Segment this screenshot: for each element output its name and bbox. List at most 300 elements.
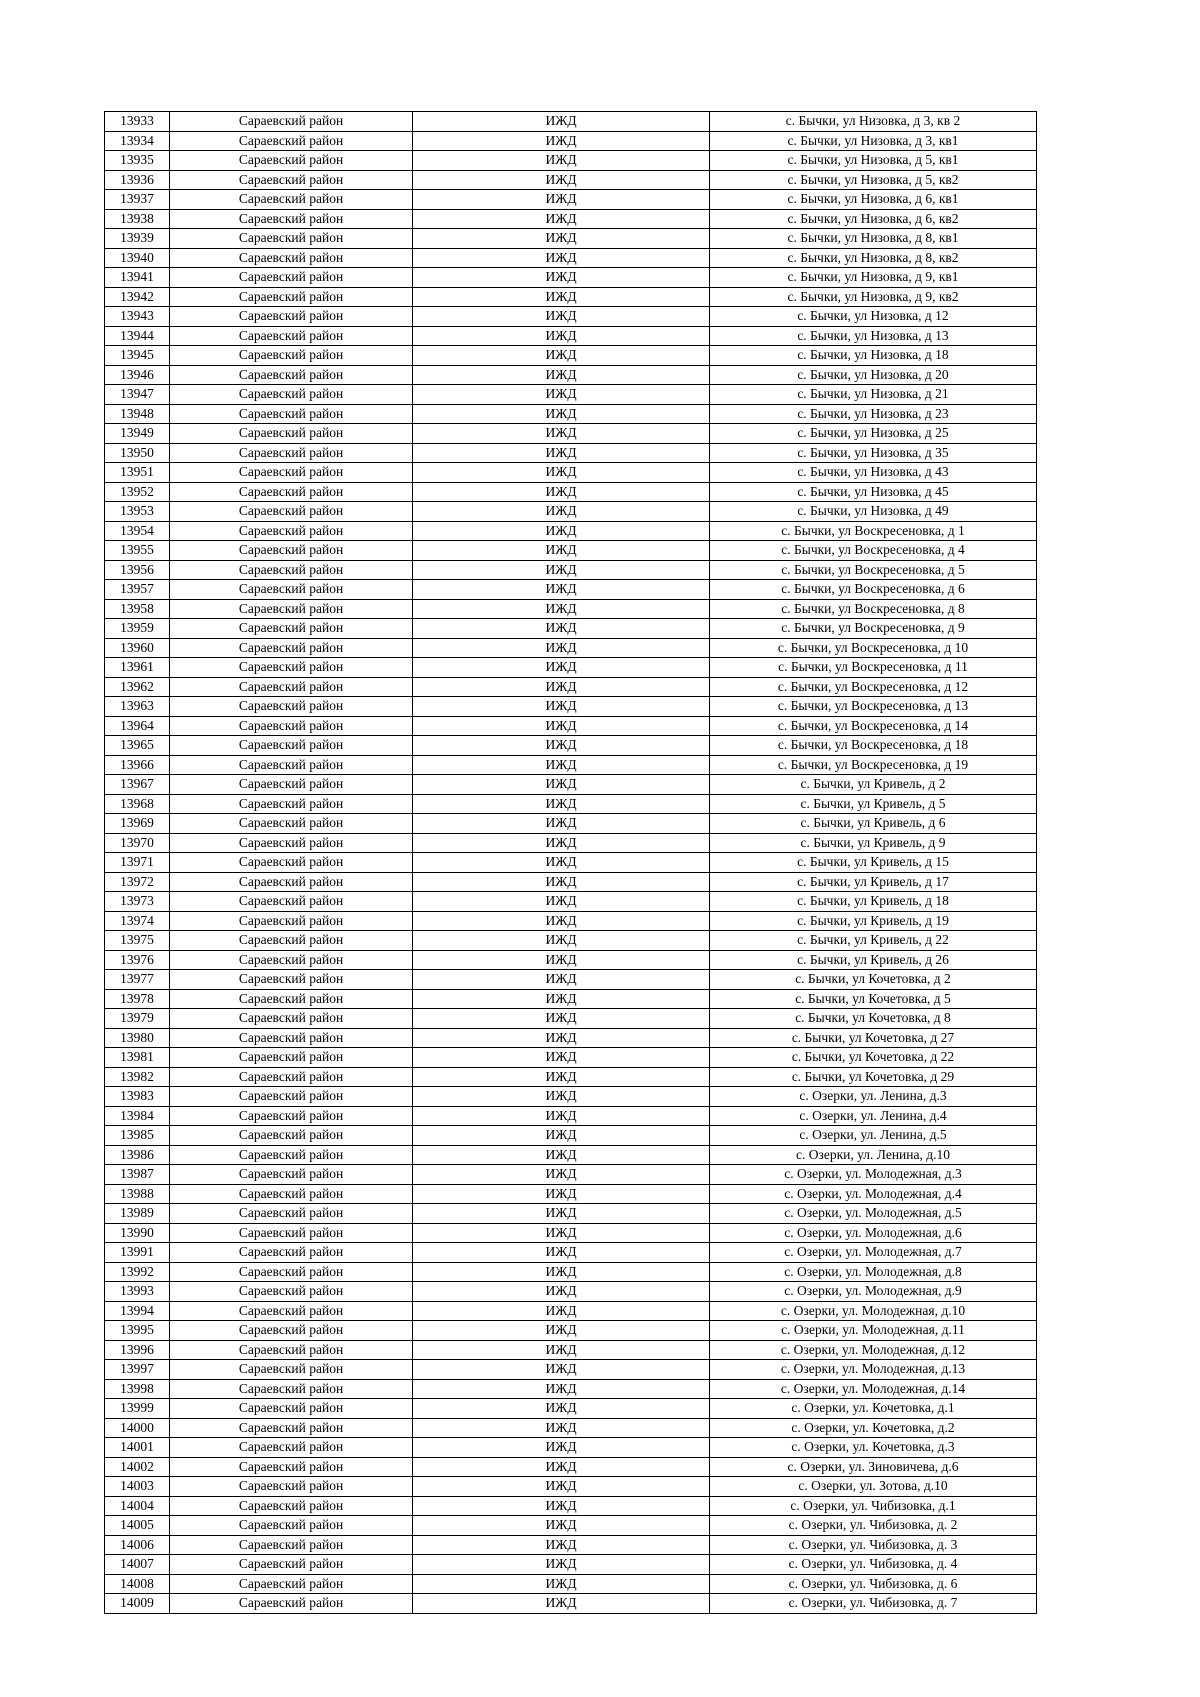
record-number-cell: 13988 [105,1184,170,1204]
table-row [105,1282,1037,1302]
district-cell: Сараевский район [170,794,413,814]
housing-type-cell: ИЖД [413,541,710,561]
housing-type-cell: ИЖД [413,814,710,834]
district-cell: Сараевский район [170,1165,413,1185]
record-number-cell: 14008 [105,1574,170,1594]
record-number-cell: 13933 [105,112,170,132]
district-cell: Сараевский район [170,1243,413,1263]
housing-type-cell: ИЖД [413,190,710,210]
housing-type-cell: ИЖД [413,131,710,151]
housing-type-cell: ИЖД [413,1438,710,1458]
housing-type-cell: ИЖД [413,1516,710,1536]
record-number-cell: 14006 [105,1535,170,1555]
address-cell: с. Бычки, ул Воскресеновка, д 18 [710,736,1037,756]
table-row [105,1379,1037,1399]
district-cell: Сараевский район [170,1282,413,1302]
address-cell: с. Озерки, ул. Чибизовка, д. 6 [710,1574,1037,1594]
address-cell: с. Озерки, ул. Чибизовка, д.1 [710,1496,1037,1516]
table-row [105,1165,1037,1185]
table-row [105,1321,1037,1341]
table-row [105,521,1037,541]
table-row [105,833,1037,853]
record-number-cell: 13953 [105,502,170,522]
address-cell: с. Бычки, ул Кочетовка, д 8 [710,1009,1037,1029]
address-cell: с. Озерки, ул. Кочетовка, д.3 [710,1438,1037,1458]
housing-type-cell: ИЖД [413,619,710,639]
housing-type-cell: ИЖД [413,1574,710,1594]
record-number-cell: 13984 [105,1106,170,1126]
district-cell: Сараевский район [170,1379,413,1399]
housing-type-cell: ИЖД [413,209,710,229]
address-cell: с. Бычки, ул Низовка, д 20 [710,365,1037,385]
table-row [105,1340,1037,1360]
table-row [105,1223,1037,1243]
housing-type-cell: ИЖД [413,1262,710,1282]
address-cell: с. Бычки, ул Кривель, д 9 [710,833,1037,853]
district-cell: Сараевский район [170,638,413,658]
housing-type-cell: ИЖД [413,1535,710,1555]
address-cell: с. Озерки, ул. Молодежная, д.14 [710,1379,1037,1399]
table-row [105,443,1037,463]
record-number-cell: 14005 [105,1516,170,1536]
address-cell: с. Бычки, ул Кочетовка, д 29 [710,1067,1037,1087]
housing-type-cell: ИЖД [413,1418,710,1438]
record-number-cell: 13958 [105,599,170,619]
address-table [104,111,1037,1614]
district-cell: Сараевский район [170,1009,413,1029]
address-cell: с. Озерки, ул. Кочетовка, д.1 [710,1399,1037,1419]
table-row [105,1594,1037,1614]
table-row [105,1496,1037,1516]
district-cell: Сараевский район [170,248,413,268]
record-number-cell: 13975 [105,931,170,951]
housing-type-cell: ИЖД [413,229,710,249]
district-cell: Сараевский район [170,287,413,307]
record-number-cell: 13956 [105,560,170,580]
table-row [105,307,1037,327]
table-row [105,268,1037,288]
housing-type-cell: ИЖД [413,1165,710,1185]
district-cell: Сараевский район [170,170,413,190]
district-cell: Сараевский район [170,1457,413,1477]
table-row [105,1438,1037,1458]
address-cell: с. Бычки, ул Кривель, д 26 [710,950,1037,970]
housing-type-cell: ИЖД [413,1340,710,1360]
record-number-cell: 13970 [105,833,170,853]
table-row [105,1555,1037,1575]
record-number-cell: 13934 [105,131,170,151]
housing-type-cell: ИЖД [413,170,710,190]
record-number-cell: 14009 [105,1594,170,1614]
housing-type-cell: ИЖД [413,1067,710,1087]
housing-type-cell: ИЖД [413,775,710,795]
housing-type-cell: ИЖД [413,1028,710,1048]
table-row [105,1204,1037,1224]
record-number-cell: 14002 [105,1457,170,1477]
housing-type-cell: ИЖД [413,326,710,346]
housing-type-cell: ИЖД [413,658,710,678]
housing-type-cell: ИЖД [413,560,710,580]
housing-type-cell: ИЖД [413,1126,710,1146]
address-cell: с. Бычки, ул Низовка, д 13 [710,326,1037,346]
table-row [105,599,1037,619]
table-row [105,482,1037,502]
address-cell: с. Бычки, ул Воскресеновка, д 6 [710,580,1037,600]
address-cell: с. Озерки, ул. Молодежная, д.7 [710,1243,1037,1263]
address-cell: с. Бычки, ул Низовка, д 12 [710,307,1037,327]
district-cell: Сараевский район [170,814,413,834]
record-number-cell: 13936 [105,170,170,190]
record-number-cell: 13983 [105,1087,170,1107]
record-number-cell: 13960 [105,638,170,658]
housing-type-cell: ИЖД [413,365,710,385]
address-cell: с. Озерки, ул. Ленина, д.5 [710,1126,1037,1146]
housing-type-cell: ИЖД [413,677,710,697]
record-number-cell: 13951 [105,463,170,483]
address-cell: с. Озерки, ул. Чибизовка, д. 3 [710,1535,1037,1555]
address-cell: с. Бычки, ул Воскресеновка, д 1 [710,521,1037,541]
address-cell: с. Бычки, ул Низовка, д 21 [710,385,1037,405]
housing-type-cell: ИЖД [413,1360,710,1380]
housing-type-cell: ИЖД [413,911,710,931]
district-cell: Сараевский район [170,755,413,775]
address-cell: с. Бычки, ул Низовка, д 23 [710,404,1037,424]
record-number-cell: 13962 [105,677,170,697]
housing-type-cell: ИЖД [413,1243,710,1263]
district-cell: Сараевский район [170,1262,413,1282]
table-row [105,1087,1037,1107]
district-cell: Сараевский район [170,424,413,444]
table-row [105,131,1037,151]
table-row [105,112,1037,132]
record-number-cell: 13944 [105,326,170,346]
address-cell: с. Озерки, ул. Кочетовка, д.2 [710,1418,1037,1438]
record-number-cell: 13989 [105,1204,170,1224]
housing-type-cell: ИЖД [413,1009,710,1029]
district-cell: Сараевский район [170,307,413,327]
table-row [105,1145,1037,1165]
housing-type-cell: ИЖД [413,1399,710,1419]
record-number-cell: 14001 [105,1438,170,1458]
housing-type-cell: ИЖД [413,1457,710,1477]
address-cell: с. Бычки, ул Кривель, д 6 [710,814,1037,834]
district-cell: Сараевский район [170,931,413,951]
district-cell: Сараевский район [170,1321,413,1341]
table-row [105,775,1037,795]
district-cell: Сараевский район [170,346,413,366]
record-number-cell: 13957 [105,580,170,600]
table-row [105,1399,1037,1419]
record-number-cell: 13994 [105,1301,170,1321]
record-number-cell: 13977 [105,970,170,990]
district-cell: Сараевский район [170,1067,413,1087]
housing-type-cell: ИЖД [413,1301,710,1321]
district-cell: Сараевский район [170,775,413,795]
address-cell: с. Озерки, ул. Ленина, д.4 [710,1106,1037,1126]
housing-type-cell: ИЖД [413,931,710,951]
record-number-cell: 13976 [105,950,170,970]
address-cell: с. Озерки, ул. Молодежная, д.5 [710,1204,1037,1224]
housing-type-cell: ИЖД [413,833,710,853]
record-number-cell: 13945 [105,346,170,366]
address-cell: с. Бычки, ул Кочетовка, д 22 [710,1048,1037,1068]
housing-type-cell: ИЖД [413,599,710,619]
district-cell: Сараевский район [170,950,413,970]
address-cell: с. Бычки, ул Низовка, д 45 [710,482,1037,502]
address-cell: с. Бычки, ул Кривель, д 18 [710,892,1037,912]
table-row [105,794,1037,814]
district-cell: Сараевский район [170,658,413,678]
address-cell: с. Бычки, ул Низовка, д 35 [710,443,1037,463]
address-cell: с. Озерки, ул. Молодежная, д.11 [710,1321,1037,1341]
record-number-cell: 13997 [105,1360,170,1380]
address-cell: с. Бычки, ул Низовка, д 9, кв1 [710,268,1037,288]
record-number-cell: 13941 [105,268,170,288]
record-number-cell: 13935 [105,151,170,171]
record-number-cell: 13948 [105,404,170,424]
address-cell: с. Бычки, ул Низовка, д 3, кв1 [710,131,1037,151]
district-cell: Сараевский район [170,697,413,717]
record-number-cell: 13992 [105,1262,170,1282]
table-row [105,424,1037,444]
address-cell: с. Бычки, ул Воскресеновка, д 13 [710,697,1037,717]
record-number-cell: 13971 [105,853,170,873]
address-cell: с. Бычки, ул Низовка, д 5, кв2 [710,170,1037,190]
housing-type-cell: ИЖД [413,697,710,717]
table-row [105,1028,1037,1048]
district-cell: Сараевский район [170,872,413,892]
district-cell: Сараевский район [170,131,413,151]
address-cell: с. Озерки, ул. Молодежная, д.9 [710,1282,1037,1302]
address-cell: с. Бычки, ул Низовка, д 6, кв1 [710,190,1037,210]
table-row [105,209,1037,229]
table-row [105,911,1037,931]
housing-type-cell: ИЖД [413,736,710,756]
table-row [105,716,1037,736]
housing-type-cell: ИЖД [413,463,710,483]
record-number-cell: 14004 [105,1496,170,1516]
table-row [105,1574,1037,1594]
table-row [105,1516,1037,1536]
record-number-cell: 13979 [105,1009,170,1029]
district-cell: Сараевский район [170,229,413,249]
address-cell: с. Бычки, ул Воскресеновка, д 12 [710,677,1037,697]
district-cell: Сараевский район [170,1496,413,1516]
district-cell: Сараевский район [170,599,413,619]
housing-type-cell: ИЖД [413,502,710,522]
address-cell: с. Бычки, ул Воскресеновка, д 8 [710,599,1037,619]
record-number-cell: 13982 [105,1067,170,1087]
housing-type-cell: ИЖД [413,1321,710,1341]
address-cell: с. Бычки, ул Кочетовка, д 27 [710,1028,1037,1048]
record-number-cell: 13966 [105,755,170,775]
record-number-cell: 13959 [105,619,170,639]
record-number-cell: 13965 [105,736,170,756]
table-row [105,1262,1037,1282]
address-cell: с. Бычки, ул Низовка, д 43 [710,463,1037,483]
table-row [105,151,1037,171]
district-cell: Сараевский район [170,365,413,385]
district-cell: Сараевский район [170,892,413,912]
table-row [105,755,1037,775]
housing-type-cell: ИЖД [413,346,710,366]
address-cell: с. Бычки, ул Воскресеновка, д 11 [710,658,1037,678]
table-row [105,619,1037,639]
table-row [105,541,1037,561]
district-cell: Сараевский район [170,404,413,424]
record-number-cell: 13940 [105,248,170,268]
table-row [105,1009,1037,1029]
table-row [105,892,1037,912]
address-cell: с. Бычки, ул Кривель, д 2 [710,775,1037,795]
record-number-cell: 13961 [105,658,170,678]
address-cell: с. Озерки, ул. Молодежная, д.8 [710,1262,1037,1282]
district-cell: Сараевский район [170,1555,413,1575]
record-number-cell: 13996 [105,1340,170,1360]
district-cell: Сараевский район [170,1438,413,1458]
table-row [105,502,1037,522]
address-cell: с. Озерки, ул. Молодежная, д.6 [710,1223,1037,1243]
table-row [105,697,1037,717]
district-cell: Сараевский район [170,911,413,931]
record-number-cell: 13999 [105,1399,170,1419]
address-cell: с. Бычки, ул Низовка, д 18 [710,346,1037,366]
table-row [105,1048,1037,1068]
table-row [105,580,1037,600]
housing-type-cell: ИЖД [413,1204,710,1224]
district-cell: Сараевский район [170,1574,413,1594]
district-cell: Сараевский район [170,1340,413,1360]
district-cell: Сараевский район [170,989,413,1009]
table-row [105,1457,1037,1477]
housing-type-cell: ИЖД [413,970,710,990]
record-number-cell: 13950 [105,443,170,463]
record-number-cell: 13938 [105,209,170,229]
table-row [105,989,1037,1009]
table-row [105,385,1037,405]
housing-type-cell: ИЖД [413,1145,710,1165]
address-cell: с. Озерки, ул. Молодежная, д.3 [710,1165,1037,1185]
district-cell: Сараевский район [170,1477,413,1497]
table-row [105,190,1037,210]
table-row [105,1067,1037,1087]
table-row [105,950,1037,970]
housing-type-cell: ИЖД [413,1048,710,1068]
address-cell: с. Бычки, ул Низовка, д 8, кв1 [710,229,1037,249]
district-cell: Сараевский район [170,1535,413,1555]
record-number-cell: 13980 [105,1028,170,1048]
district-cell: Сараевский район [170,1516,413,1536]
address-cell: с. Бычки, ул Кривель, д 17 [710,872,1037,892]
housing-type-cell: ИЖД [413,151,710,171]
record-number-cell: 13946 [105,365,170,385]
record-number-cell: 13974 [105,911,170,931]
address-cell: с. Бычки, ул Воскресеновка, д 19 [710,755,1037,775]
address-cell: с. Бычки, ул Кривель, д 19 [710,911,1037,931]
address-cell: с. Бычки, ул Низовка, д 9, кв2 [710,287,1037,307]
address-cell: с. Бычки, ул Кривель, д 5 [710,794,1037,814]
table-row [105,229,1037,249]
district-cell: Сараевский район [170,151,413,171]
record-number-cell: 13978 [105,989,170,1009]
table-row [105,814,1037,834]
housing-type-cell: ИЖД [413,424,710,444]
district-cell: Сараевский район [170,1301,413,1321]
record-number-cell: 14007 [105,1555,170,1575]
address-cell: с. Бычки, ул Воскресеновка, д 4 [710,541,1037,561]
district-cell: Сараевский район [170,112,413,132]
table-row [105,658,1037,678]
table-row [105,346,1037,366]
address-cell: с. Бычки, ул Низовка, д 8, кв2 [710,248,1037,268]
housing-type-cell: ИЖД [413,755,710,775]
record-number-cell: 13998 [105,1379,170,1399]
housing-type-cell: ИЖД [413,482,710,502]
table-row [105,1243,1037,1263]
district-cell: Сараевский район [170,716,413,736]
record-number-cell: 13991 [105,1243,170,1263]
housing-type-cell: ИЖД [413,1223,710,1243]
table-row [105,560,1037,580]
record-number-cell: 13967 [105,775,170,795]
housing-type-cell: ИЖД [413,1496,710,1516]
table-row [105,170,1037,190]
table-row [105,1184,1037,1204]
address-cell: с. Озерки, ул. Молодежная, д.12 [710,1340,1037,1360]
address-cell: с. Озерки, ул. Чибизовка, д. 7 [710,1594,1037,1614]
address-cell: с. Бычки, ул Кочетовка, д 2 [710,970,1037,990]
district-cell: Сараевский район [170,1418,413,1438]
address-cell: с. Бычки, ул Воскресеновка, д 5 [710,560,1037,580]
housing-type-cell: ИЖД [413,853,710,873]
record-number-cell: 14000 [105,1418,170,1438]
district-cell: Сараевский район [170,833,413,853]
table-row [105,248,1037,268]
address-cell: с. Бычки, ул Низовка, д 5, кв1 [710,151,1037,171]
record-number-cell: 13963 [105,697,170,717]
housing-type-cell: ИЖД [413,794,710,814]
housing-type-cell: ИЖД [413,872,710,892]
district-cell: Сараевский район [170,541,413,561]
table-row [105,931,1037,951]
district-cell: Сараевский район [170,970,413,990]
housing-type-cell: ИЖД [413,892,710,912]
housing-type-cell: ИЖД [413,1184,710,1204]
housing-type-cell: ИЖД [413,248,710,268]
district-cell: Сараевский район [170,1204,413,1224]
address-cell: с. Бычки, ул Кривель, д 22 [710,931,1037,951]
record-number-cell: 13985 [105,1126,170,1146]
address-cell: с. Бычки, ул Низовка, д 6, кв2 [710,209,1037,229]
housing-type-cell: ИЖД [413,404,710,424]
address-cell: с. Озерки, ул. Чибизовка, д. 2 [710,1516,1037,1536]
housing-type-cell: ИЖД [413,385,710,405]
housing-type-cell: ИЖД [413,1379,710,1399]
table-row [105,1535,1037,1555]
housing-type-cell: ИЖД [413,638,710,658]
table-row [105,1477,1037,1497]
table-row [105,1418,1037,1438]
address-cell: с. Озерки, ул. Молодежная, д.13 [710,1360,1037,1380]
housing-type-cell: ИЖД [413,989,710,1009]
record-number-cell: 13969 [105,814,170,834]
table-row [105,853,1037,873]
district-cell: Сараевский район [170,1184,413,1204]
housing-type-cell: ИЖД [413,580,710,600]
district-cell: Сараевский район [170,385,413,405]
record-number-cell: 13995 [105,1321,170,1341]
table-row [105,872,1037,892]
